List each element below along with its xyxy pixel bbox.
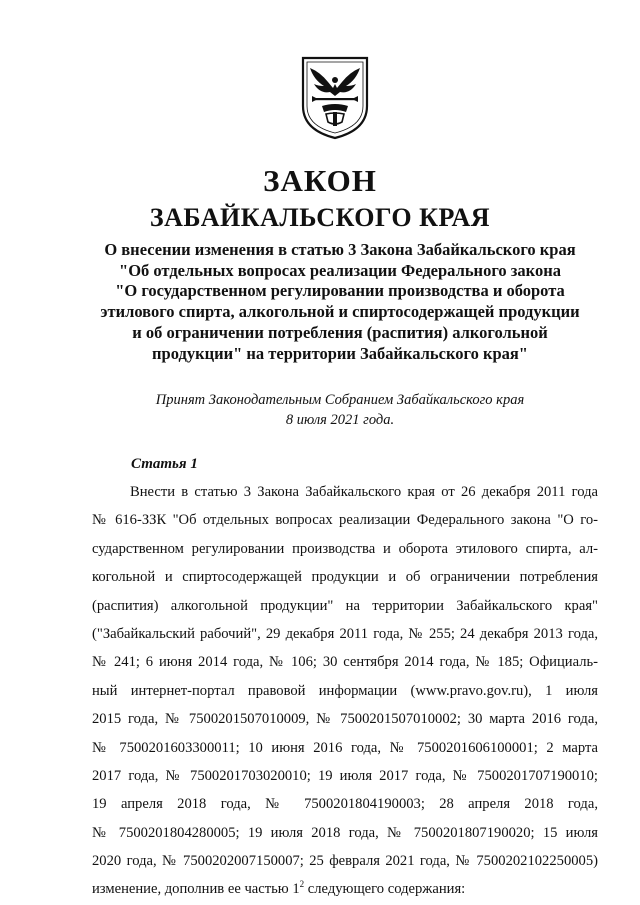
subtitle-line: О внесении изменения в статью 3 Закона Забайкальского края bbox=[104, 240, 576, 259]
body-line: 2017 года, № 7500201703020010; 19 июля 2017 года, № 7500201707190010; bbox=[92, 767, 598, 784]
body-line: Внести в статью 3 Закона Забайкальского края от 26 декабря 2011 года bbox=[130, 484, 598, 500]
body-line: 2020 года, № 7500202007150007; 25 февраля 2021 года, № 7500202102250005) bbox=[92, 853, 598, 870]
subtitle-line: продукции" на территории Забайкальского края" bbox=[152, 343, 528, 363]
subtitle-line: этилового спирта, алкогольной и спиртосодержащей продукции bbox=[100, 302, 580, 322]
subtitle-line: и об ограничении потребления (распития) алкогольной bbox=[132, 322, 548, 342]
body-line: когольной и спиртосодержащей продукции и об ограничении потребления bbox=[92, 569, 598, 586]
body-line: ("Забайкальский рабочий", 29 декабря 2011 года, № 255; 24 декабря 2013 года, bbox=[92, 625, 598, 642]
article-heading: Статья 1 bbox=[131, 456, 198, 472]
body-line-last bbox=[92, 875, 598, 903]
coat-of-arms-icon bbox=[300, 56, 370, 140]
article-body bbox=[92, 478, 598, 904]
subtitle-line: "Об отдельных вопросах реализации Федерального закона bbox=[119, 260, 561, 280]
body-line: сударственном регулировании производства и оборота этилового спирта, ал- bbox=[92, 540, 598, 557]
region-title: ЗАБАЙКАЛЬСКОГО КРАЯ bbox=[149, 203, 491, 232]
adoption-line: Принят Законодательным Собранием Забайкальского края bbox=[155, 392, 525, 408]
part-superscript: 2 bbox=[299, 879, 305, 890]
last-line-prefix: изменение, дополнив ее частью 1 bbox=[92, 881, 300, 898]
law-subtitle bbox=[80, 240, 600, 364]
body-line: ный интернет-портал правовой информации (www.pravo.gov.ru), 1 июля bbox=[92, 682, 598, 699]
adoption-note bbox=[100, 390, 580, 430]
subtitle-line: "О государственном регулировании производства и оборота bbox=[115, 281, 565, 301]
body-line: 2015 года, № 7500201507010009, № 7500201507010002; 30 марта 2016 года, bbox=[92, 711, 598, 728]
body-line: № 7500201603300011; 10 июня 2016 года, № 7500201606100001; 2 марта bbox=[92, 739, 598, 756]
body-line: (распития) алкогольной продукции" на территории Забайкальского края" bbox=[92, 597, 598, 614]
body-line: № 7500201804280005; 19 июля 2018 года, № 7500201807190020; 15 июля bbox=[92, 824, 598, 841]
last-line-suffix: следующего содержания: bbox=[304, 881, 466, 898]
body-line: № 241; 6 июня 2014 года, № 106; 30 сентября 2014 года, № 185; Официаль- bbox=[92, 654, 598, 671]
body-line: 19 апреля 2018 года, № 7500201804190003; 28 апреля 2018 года, bbox=[92, 796, 598, 813]
body-line: № 616-ЗЗК "Об отдельных вопросах реализации Федерального закона "О го- bbox=[92, 512, 598, 529]
document-title: ЗАКОН bbox=[263, 163, 377, 198]
adoption-date: 8 июля 2021 года. bbox=[285, 412, 395, 428]
